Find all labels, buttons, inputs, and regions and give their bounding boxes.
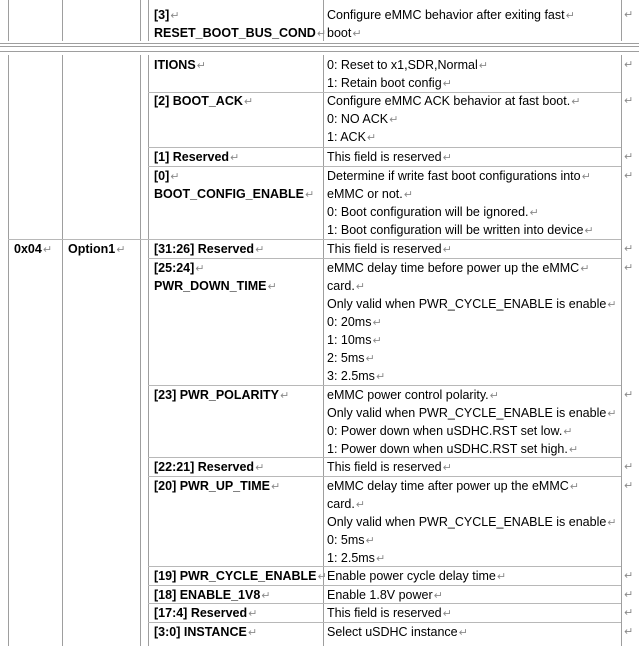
row-end-mark: ↵ [624,243,634,255]
field-line-text: [31:26] Reserved [154,242,255,256]
description-line [327,259,621,278]
paragraph-mark: ↵ [230,152,240,164]
paragraph-mark: ↵ [355,281,366,293]
column-divider-description [323,0,324,646]
description-line-text: Configure eMMC behavior after exiting fast [327,8,565,22]
field-line-text: [20] PWR_UP_TIME [154,479,270,493]
paragraph-mark: ↵ [261,590,271,602]
description-line [327,277,621,296]
description-line-text: eMMC or not. [327,187,403,201]
description-line-text: eMMC power control polarity. [327,388,489,402]
description-line-text: 0: NO ACK [327,112,389,126]
offset-cell [14,240,60,259]
column-divider-name [140,0,141,646]
description-line [327,367,621,386]
field-line-text: [18] ENABLE_1V8 [154,588,261,602]
paragraph-mark: ↵ [352,28,362,40]
paragraph-mark: ↵ [366,132,377,144]
field-line [154,56,322,75]
description-line-text: card. [327,279,355,293]
row-end-mark: ↵ [624,59,634,71]
description-line-text: Select uSDHC instance [327,625,458,639]
field-line [154,604,322,623]
field-line [154,240,322,259]
paragraph-mark: ↵ [565,10,575,22]
field-line [154,623,322,642]
row-end-mark: ↵ [624,262,634,274]
offset-cell-text: 0x04 [14,242,42,256]
field-line-text: ITIONS [154,58,196,72]
field-line [154,567,327,586]
paragraph-mark: ↵ [267,281,277,293]
paragraph-mark: ↵ [280,390,290,402]
row-end-mark: ↵ [624,607,634,619]
description-line-text: card. [327,497,355,511]
table-border-left [8,0,9,646]
field-line [154,277,322,296]
field-line-text: [19] PWR_CYCLE_ENABLE [154,569,317,583]
paragraph-mark: ↵ [389,114,399,126]
row-end-mark: ↵ [624,461,634,473]
paragraph-mark: ↵ [196,60,206,72]
paragraph-mark: ↵ [442,608,452,620]
description-line-text: This field is reserved [327,242,442,256]
description-line [327,422,621,441]
row-end-mark: ↵ [624,589,634,601]
description-line-text: 0: Power down when uSDHC.RST set low. [327,424,563,438]
paragraph-mark: ↵ [568,444,579,456]
description-line-text: 0: Boot configuration will be ignored. [327,205,529,219]
paragraph-mark: ↵ [442,152,452,164]
field-line-text: [23] PWR_POLARITY [154,388,280,402]
row-end-mark: ↵ [624,389,634,401]
paragraph-mark: ↵ [243,96,254,108]
description-line-text: eMMC delay time after power up the eMMC [327,479,569,493]
paragraph-mark: ↵ [170,171,180,183]
description-line [327,567,621,586]
paragraph-mark: ↵ [607,299,617,311]
description-line [327,74,621,93]
paragraph-mark: ↵ [271,481,281,493]
field-line-text: [25:24] [154,261,195,275]
field-line-text: BOOT_CONFIG_ENABLE [154,187,305,201]
paragraph-mark: ↵ [365,353,375,365]
column-divider-field [148,0,149,646]
description-line [327,331,621,350]
paragraph-mark: ↵ [442,462,452,474]
description-line [327,185,621,204]
description-line [327,24,621,43]
field-line-text: [22:21] Reserved [154,460,255,474]
description-line [327,6,621,25]
field-line-text: [2] BOOT_ACK [154,94,243,108]
paragraph-mark: ↵ [571,96,581,108]
row-end-mark: ↵ [624,570,634,582]
row-end-mark: ↵ [624,9,634,21]
description-line-text: Configure eMMC ACK behavior at fast boot. [327,94,571,108]
field-line [154,92,322,111]
field-line [154,185,322,204]
row-end-mark: ↵ [624,170,634,182]
description-line-text: Determine if write fast boot configurations into [327,169,581,183]
field-line-text: [1] Reserved [154,150,230,164]
description-line [327,92,621,111]
field-line-text: PWR_DOWN_TIME [154,279,267,293]
description-line [327,221,621,240]
description-line-text: eMMC delay time before power up the eMMC [327,261,580,275]
description-line [327,56,621,75]
field-line-text: RESET_BOOT_BUS_COND [154,26,316,40]
description-line-text: Only valid when PWR_CYCLE_ENABLE is enable [327,406,607,420]
description-line-text: This field is reserved [327,606,442,620]
field-line [154,386,322,405]
description-line [327,240,621,259]
description-line [327,295,621,314]
paragraph-mark: ↵ [372,317,382,329]
description-line [327,477,621,496]
field-line-text: [3] [154,8,170,22]
paragraph-mark: ↵ [255,244,265,256]
paragraph-mark: ↵ [607,517,617,529]
paragraph-mark: ↵ [317,571,327,583]
paragraph-mark: ↵ [170,10,180,22]
description-line-text: Only valid when PWR_CYCLE_ENABLE is enable [327,515,607,529]
description-line [327,495,621,514]
field-line [154,24,327,43]
row-end-mark: ↵ [624,151,634,163]
description-line-text: 1: Power down when uSDHC.RST set high. [327,442,568,456]
description-line [327,313,621,332]
description-line-text: This field is reserved [327,150,442,164]
paragraph-mark: ↵ [375,553,386,565]
description-line [327,513,621,532]
field-line [154,477,322,496]
paragraph-mark: ↵ [581,171,591,183]
description-line-text: boot [327,26,352,40]
paragraph-mark: ↵ [247,627,258,639]
description-line-text: 0: 5ms [327,533,365,547]
field-line [154,6,322,25]
paragraph-mark: ↵ [355,499,366,511]
paragraph-mark: ↵ [305,189,315,201]
paragraph-mark: ↵ [529,207,539,219]
row-end-mark: ↵ [624,95,634,107]
description-line [327,458,621,477]
description-line-text: Enable 1.8V power [327,588,433,602]
description-line-text: 1: Boot configuration will be written into device [327,223,584,237]
field-line [154,259,322,278]
description-line [327,604,621,623]
description-line-text: 3: 2.5ms [327,369,375,383]
paragraph-mark: ↵ [42,244,53,256]
paragraph-mark: ↵ [607,408,617,420]
paragraph-mark: ↵ [458,627,468,639]
paragraph-mark: ↵ [584,225,594,237]
description-line [327,148,621,167]
paragraph-mark: ↵ [365,535,375,547]
paragraph-mark: ↵ [403,189,413,201]
field-line-text: [17:4] Reserved [154,606,248,620]
description-line [327,531,621,550]
description-line-text: 1: 10ms [327,333,372,347]
field-line [154,458,322,477]
field-line [154,148,322,167]
paragraph-mark: ↵ [580,263,590,275]
description-line-text: Enable power cycle delay time [327,569,496,583]
page-break [0,41,639,55]
paragraph-mark: ↵ [375,371,386,383]
description-line [327,404,621,423]
field-line-text: [0] [154,169,170,183]
paragraph-mark: ↵ [195,263,205,275]
paragraph-mark: ↵ [442,244,452,256]
paragraph-mark: ↵ [563,426,573,438]
row-end-mark: ↵ [624,626,634,638]
column-divider-offset [62,0,63,646]
row-end-mark: ↵ [624,480,634,492]
description-line-text: 1: 2.5ms [327,551,375,565]
description-line-text: Only valid when PWR_CYCLE_ENABLE is enable [327,297,607,311]
name-cell-text: Option1 [68,242,116,256]
description-line [327,167,621,186]
description-line-text: 1: ACK [327,130,366,144]
paragraph-mark: ↵ [255,462,265,474]
description-line [327,623,621,642]
paragraph-mark: ↵ [116,244,126,256]
paragraph-mark: ↵ [569,481,579,493]
description-line-text: This field is reserved [327,460,442,474]
description-line-text: 0: Reset to x1,SDR,Normal [327,58,478,72]
paragraph-mark: ↵ [372,335,382,347]
description-line [327,203,621,222]
description-line-text: 2: 5ms [327,351,365,365]
description-line [327,110,621,129]
paragraph-mark: ↵ [316,28,327,40]
description-line [327,386,621,405]
description-line-text: 0: 20ms [327,315,372,329]
paragraph-mark: ↵ [433,590,443,602]
paragraph-mark: ↵ [496,571,507,583]
table-border-right [621,0,622,646]
description-line [327,349,621,368]
field-line [154,167,322,186]
description-line-text: 1: Retain boot config [327,76,442,90]
field-line-text: [3:0] INSTANCE [154,625,247,639]
paragraph-mark: ↵ [248,608,258,620]
name-cell [68,240,138,259]
paragraph-mark: ↵ [489,390,499,402]
paragraph-mark: ↵ [442,78,452,90]
paragraph-mark: ↵ [478,60,488,72]
description-line [327,128,621,147]
